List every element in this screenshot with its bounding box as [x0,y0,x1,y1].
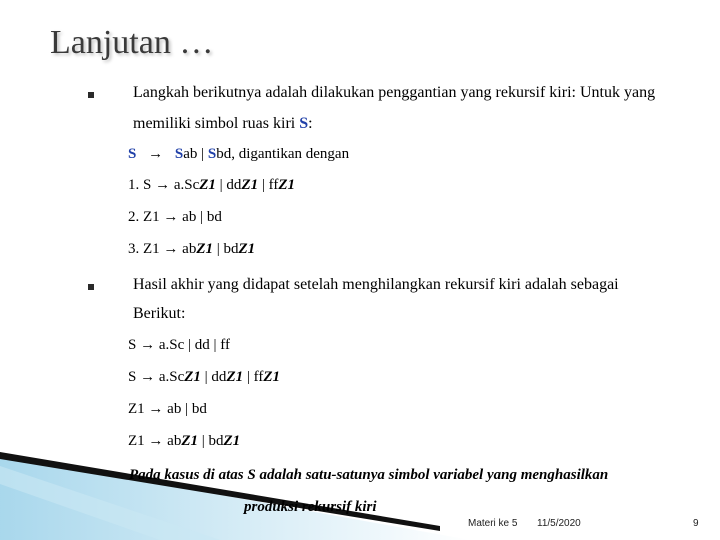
conclusion-line1: Pada kasus di atas S adalah satu-satunya simbol variabel yang menghasilkan [129,467,609,483]
rule-text: | bd [198,433,224,449]
bullet-marker [88,92,94,98]
rule-main-lhs: S [128,146,137,162]
bullet2-line2: Berikut: [133,305,186,322]
final-rule-2 [128,369,280,386]
bullet1-line1: Langkah berikutnya adalah dilakukan penggantian yang rekursif kiri: Untuk yang [133,84,656,101]
rule-z1: Z1 [241,177,259,193]
rule-text: | dd [215,177,242,193]
rule-main [128,146,349,163]
rule-z1: Z1 [181,433,198,449]
rule-text: | bd [213,241,239,257]
rule-main-mid: ab | [183,146,208,162]
rule-z1: Z1 [223,433,241,449]
rule-z1: Z1 [196,241,213,257]
final-rule-3 [128,401,207,418]
symbol-s: S [299,115,309,132]
rule-main-rest: bd, digantikan dengan [216,146,350,162]
rule-z1: Z1 [238,241,256,257]
rule-text: S → a.Sc [128,369,185,385]
rule-text: 2. Z1 → ab | bd [128,209,222,225]
rule-text: 3. Z1 → ab [128,241,197,257]
rule3-item [128,241,255,258]
rule-text: Z1 → ab | bd [128,401,207,417]
rule-text: Z1 → ab [128,433,182,449]
footer-session: Materi ke 5 [468,518,518,529]
bullet1-line2-text: memiliki simbol ruas kiri [133,115,300,132]
bullet2-line1: Hasil akhir yang didapat setelah menghilangkan rekursif kiri adalah sebagai [133,276,619,293]
rule-text: S → a.Sc | dd | ff [128,337,230,353]
slide-title: Lanjutan … [50,24,214,61]
rule-z1: Z1 [278,177,296,193]
bullet-marker [88,284,94,290]
rule-main-s2: S [207,146,217,162]
page-number: 9 [693,518,699,529]
corner-decoration [0,440,470,540]
rule-text: 1. S → a.Sc [128,177,200,193]
rule-main-arrow: → [148,146,164,162]
rule-text: | ff [258,177,279,193]
rule-text: | ff [243,369,264,385]
rule-main-s1: S [174,146,184,162]
rule-text: | dd [200,369,227,385]
rule2-item [128,209,222,226]
bullet1-line2 [133,115,313,133]
rule-z1: Z1 [184,369,201,385]
rule-z1: Z1 [199,177,216,193]
rule-z1: Z1 [263,369,281,385]
final-rule-1 [128,337,230,354]
footer-date: 11/5/2020 [537,518,581,529]
rule-z1: Z1 [226,369,244,385]
colon: : [308,115,313,132]
conclusion-line2: produksi rekursif kiri [244,499,377,515]
rule1-item [128,177,295,194]
